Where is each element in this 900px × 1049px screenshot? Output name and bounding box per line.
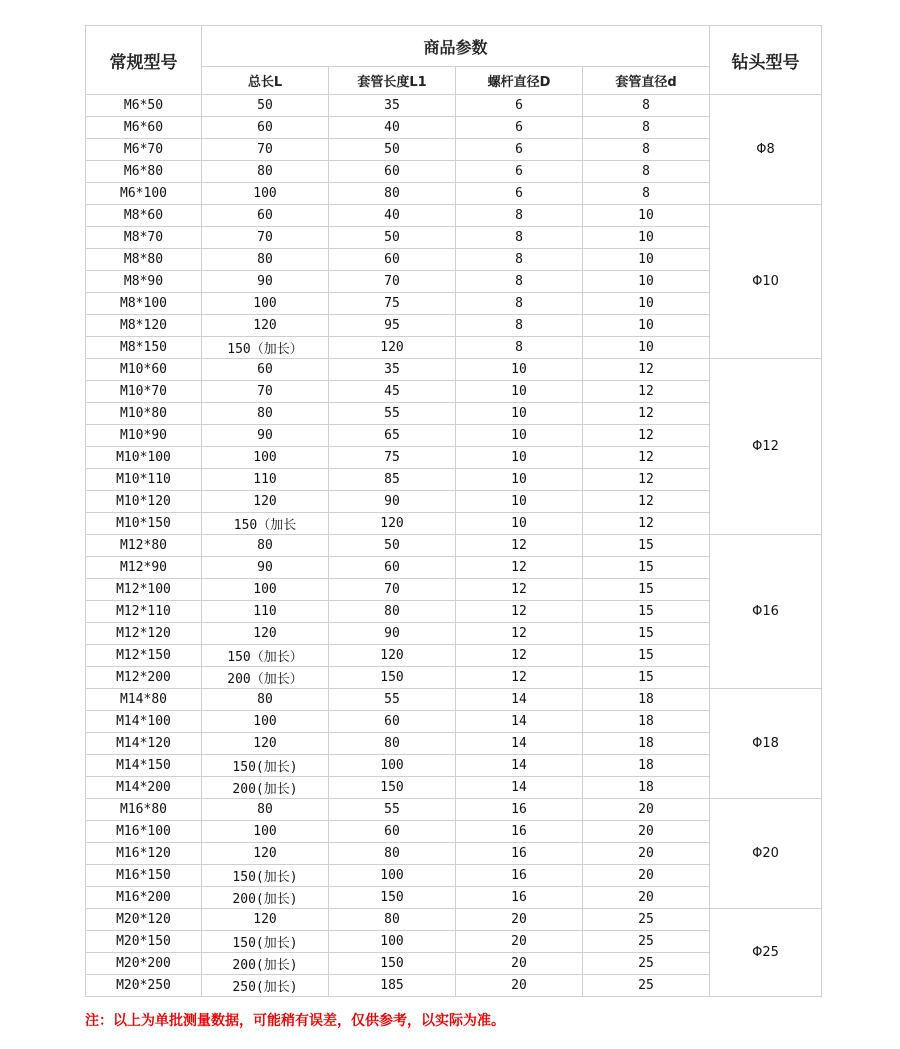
sleeve-diameter-cell: 18 (583, 689, 710, 711)
model-cell: M16*120 (86, 843, 202, 865)
total-length-cell: 100 (202, 711, 329, 733)
sleeve-diameter-cell: 18 (583, 733, 710, 755)
total-length-cell: 80 (202, 249, 329, 271)
bolt-diameter-cell: 8 (456, 249, 583, 271)
bolt-diameter-cell: 20 (456, 909, 583, 931)
sleeve-length-cell: 90 (329, 623, 456, 645)
table-row (86, 909, 822, 931)
bolt-diameter-cell: 14 (456, 689, 583, 711)
table-row (86, 799, 822, 821)
bolt-diameter-cell: 16 (456, 843, 583, 865)
model-cell: M8*80 (86, 249, 202, 271)
total-length-cell: 90 (202, 557, 329, 579)
spec-table (85, 25, 822, 997)
sleeve-diameter-cell: 15 (583, 667, 710, 689)
table-row (86, 535, 822, 557)
sleeve-diameter-cell: 12 (583, 491, 710, 513)
total-length-cell: 150（加长） (202, 645, 329, 667)
total-length-cell: 100 (202, 579, 329, 601)
sleeve-diameter-cell: 12 (583, 513, 710, 535)
sleeve-diameter-cell: 10 (583, 205, 710, 227)
model-cell: M20*200 (86, 953, 202, 975)
sleeve-diameter-cell: 20 (583, 799, 710, 821)
sleeve-length-cell: 45 (329, 381, 456, 403)
table-body (86, 95, 822, 997)
model-cell: M10*80 (86, 403, 202, 425)
model-cell: M12*90 (86, 557, 202, 579)
column-header-sleeve-diameter: 套管直径d (583, 67, 710, 95)
total-length-cell: 120 (202, 315, 329, 337)
sleeve-diameter-cell: 25 (583, 909, 710, 931)
sleeve-diameter-cell: 8 (583, 117, 710, 139)
total-length-cell: 60 (202, 117, 329, 139)
sleeve-length-cell: 55 (329, 799, 456, 821)
sleeve-diameter-cell: 15 (583, 645, 710, 667)
total-length-cell: 50 (202, 95, 329, 117)
sleeve-length-cell: 50 (329, 227, 456, 249)
total-length-cell: 80 (202, 161, 329, 183)
drill-size-cell: Φ10 (710, 205, 822, 359)
total-length-cell: 200(加长) (202, 887, 329, 909)
total-length-cell: 150（加长） (202, 337, 329, 359)
sleeve-diameter-cell: 18 (583, 777, 710, 799)
table-header (86, 26, 822, 95)
sleeve-diameter-cell: 12 (583, 403, 710, 425)
model-cell: M6*100 (86, 183, 202, 205)
bolt-diameter-cell: 14 (456, 711, 583, 733)
total-length-cell: 100 (202, 183, 329, 205)
sleeve-diameter-cell: 20 (583, 865, 710, 887)
sleeve-diameter-cell: 25 (583, 953, 710, 975)
model-cell: M6*70 (86, 139, 202, 161)
model-cell: M12*150 (86, 645, 202, 667)
model-cell: M6*50 (86, 95, 202, 117)
model-cell: M14*120 (86, 733, 202, 755)
model-cell: M8*90 (86, 271, 202, 293)
bolt-diameter-cell: 12 (456, 667, 583, 689)
bolt-diameter-cell: 12 (456, 557, 583, 579)
drill-size-cell: Φ12 (710, 359, 822, 535)
column-header-sleeve-length: 套管长度L1 (329, 67, 456, 95)
model-cell: M14*80 (86, 689, 202, 711)
model-cell: M14*150 (86, 755, 202, 777)
model-cell: M10*110 (86, 469, 202, 491)
bolt-diameter-cell: 10 (456, 491, 583, 513)
sleeve-diameter-cell: 10 (583, 315, 710, 337)
drill-size-cell: Φ20 (710, 799, 822, 909)
table-row (86, 205, 822, 227)
model-cell: M16*150 (86, 865, 202, 887)
total-length-cell: 100 (202, 821, 329, 843)
sleeve-diameter-cell: 25 (583, 931, 710, 953)
sleeve-length-cell: 35 (329, 95, 456, 117)
sleeve-length-cell: 80 (329, 601, 456, 623)
bolt-diameter-cell: 10 (456, 403, 583, 425)
sleeve-length-cell: 150 (329, 777, 456, 799)
total-length-cell: 110 (202, 601, 329, 623)
column-header-bolt-diameter: 螺杆直径D (456, 67, 583, 95)
total-length-cell: 150(加长) (202, 865, 329, 887)
total-length-cell: 60 (202, 359, 329, 381)
sleeve-length-cell: 90 (329, 491, 456, 513)
model-cell: M6*80 (86, 161, 202, 183)
sleeve-diameter-cell: 15 (583, 601, 710, 623)
bolt-diameter-cell: 6 (456, 139, 583, 161)
total-length-cell: 150(加长) (202, 755, 329, 777)
total-length-cell: 60 (202, 205, 329, 227)
model-cell: M16*80 (86, 799, 202, 821)
bolt-diameter-cell: 8 (456, 337, 583, 359)
column-header-total-length: 总长L (202, 67, 329, 95)
bolt-diameter-cell: 20 (456, 975, 583, 997)
total-length-cell: 120 (202, 843, 329, 865)
sleeve-diameter-cell: 10 (583, 271, 710, 293)
bolt-diameter-cell: 14 (456, 755, 583, 777)
sleeve-length-cell: 100 (329, 755, 456, 777)
sleeve-diameter-cell: 15 (583, 535, 710, 557)
sleeve-length-cell: 80 (329, 909, 456, 931)
total-length-cell: 200(加长) (202, 953, 329, 975)
total-length-cell: 70 (202, 227, 329, 249)
sleeve-length-cell: 120 (329, 337, 456, 359)
sleeve-diameter-cell: 20 (583, 887, 710, 909)
sleeve-diameter-cell: 15 (583, 579, 710, 601)
bolt-diameter-cell: 10 (456, 447, 583, 469)
sleeve-length-cell: 40 (329, 205, 456, 227)
sleeve-length-cell: 150 (329, 667, 456, 689)
sleeve-length-cell: 60 (329, 711, 456, 733)
sleeve-length-cell: 70 (329, 579, 456, 601)
sleeve-diameter-cell: 8 (583, 161, 710, 183)
total-length-cell: 70 (202, 381, 329, 403)
bolt-diameter-cell: 6 (456, 183, 583, 205)
bolt-diameter-cell: 12 (456, 623, 583, 645)
sleeve-length-cell: 60 (329, 557, 456, 579)
model-cell: M8*150 (86, 337, 202, 359)
bolt-diameter-cell: 10 (456, 513, 583, 535)
bolt-diameter-cell: 16 (456, 865, 583, 887)
sleeve-length-cell: 185 (329, 975, 456, 997)
total-length-cell: 150(加长) (202, 931, 329, 953)
sleeve-length-cell: 60 (329, 249, 456, 271)
params-header: 商品参数 (202, 26, 710, 67)
sleeve-length-cell: 80 (329, 183, 456, 205)
model-cell: M8*100 (86, 293, 202, 315)
model-cell: M10*60 (86, 359, 202, 381)
bolt-diameter-cell: 8 (456, 271, 583, 293)
model-cell: M6*60 (86, 117, 202, 139)
sleeve-length-cell: 95 (329, 315, 456, 337)
bolt-diameter-cell: 16 (456, 821, 583, 843)
total-length-cell: 110 (202, 469, 329, 491)
total-length-cell: 90 (202, 425, 329, 447)
table-row (86, 359, 822, 381)
bolt-diameter-cell: 12 (456, 601, 583, 623)
sleeve-length-cell: 75 (329, 447, 456, 469)
bolt-diameter-cell: 20 (456, 953, 583, 975)
model-cell: M10*150 (86, 513, 202, 535)
total-length-cell: 120 (202, 733, 329, 755)
sleeve-diameter-cell: 8 (583, 183, 710, 205)
drill-size-cell: Φ25 (710, 909, 822, 997)
sleeve-length-cell: 50 (329, 139, 456, 161)
bolt-diameter-cell: 6 (456, 161, 583, 183)
model-cell: M16*200 (86, 887, 202, 909)
model-cell: M8*70 (86, 227, 202, 249)
total-length-cell: 150（加长 (202, 513, 329, 535)
sleeve-length-cell: 120 (329, 513, 456, 535)
sleeve-length-cell: 60 (329, 821, 456, 843)
model-cell: M12*100 (86, 579, 202, 601)
sleeve-diameter-cell: 12 (583, 359, 710, 381)
model-cell: M12*120 (86, 623, 202, 645)
total-length-cell: 70 (202, 139, 329, 161)
total-length-cell: 90 (202, 271, 329, 293)
sleeve-length-cell: 150 (329, 953, 456, 975)
sleeve-length-cell: 65 (329, 425, 456, 447)
total-length-cell: 80 (202, 799, 329, 821)
bolt-diameter-cell: 8 (456, 293, 583, 315)
sleeve-length-cell: 100 (329, 931, 456, 953)
sleeve-diameter-cell: 20 (583, 821, 710, 843)
disclaimer-note: 注：以上为单批测量数据，可能稍有误差，仅供参考，以实际为准。 (85, 1013, 505, 1029)
sleeve-length-cell: 60 (329, 161, 456, 183)
sleeve-length-cell: 85 (329, 469, 456, 491)
sleeve-diameter-cell: 10 (583, 249, 710, 271)
sleeve-length-cell: 55 (329, 403, 456, 425)
sleeve-length-cell: 75 (329, 293, 456, 315)
bolt-diameter-cell: 14 (456, 733, 583, 755)
total-length-cell: 80 (202, 403, 329, 425)
bolt-diameter-cell: 10 (456, 381, 583, 403)
model-cell: M12*110 (86, 601, 202, 623)
sleeve-diameter-cell: 10 (583, 227, 710, 249)
total-length-cell: 120 (202, 491, 329, 513)
model-cell: M20*250 (86, 975, 202, 997)
sleeve-length-cell: 100 (329, 865, 456, 887)
sleeve-diameter-cell: 20 (583, 843, 710, 865)
sleeve-length-cell: 120 (329, 645, 456, 667)
bolt-diameter-cell: 10 (456, 359, 583, 381)
total-length-cell: 120 (202, 909, 329, 931)
model-cell: M14*200 (86, 777, 202, 799)
model-cell: M14*100 (86, 711, 202, 733)
model-cell: M16*100 (86, 821, 202, 843)
bolt-diameter-cell: 10 (456, 469, 583, 491)
bolt-diameter-cell: 14 (456, 777, 583, 799)
sleeve-length-cell: 80 (329, 843, 456, 865)
model-cell: M8*60 (86, 205, 202, 227)
sleeve-diameter-cell: 8 (583, 139, 710, 161)
sleeve-diameter-cell: 10 (583, 293, 710, 315)
sleeve-diameter-cell: 10 (583, 337, 710, 359)
model-cell: M20*120 (86, 909, 202, 931)
total-length-cell: 100 (202, 293, 329, 315)
drill-size-cell: Φ16 (710, 535, 822, 689)
table-row (86, 95, 822, 117)
drill-size-cell: Φ18 (710, 689, 822, 799)
bolt-diameter-cell: 6 (456, 95, 583, 117)
sleeve-length-cell: 50 (329, 535, 456, 557)
bolt-diameter-cell: 8 (456, 227, 583, 249)
sleeve-diameter-cell: 12 (583, 381, 710, 403)
model-cell: M8*120 (86, 315, 202, 337)
bolt-diameter-cell: 12 (456, 579, 583, 601)
sleeve-length-cell: 70 (329, 271, 456, 293)
sleeve-length-cell: 55 (329, 689, 456, 711)
model-cell: M12*80 (86, 535, 202, 557)
bolt-diameter-cell: 6 (456, 117, 583, 139)
model-cell: M10*70 (86, 381, 202, 403)
model-cell: M12*200 (86, 667, 202, 689)
total-length-cell: 80 (202, 535, 329, 557)
bolt-diameter-cell: 20 (456, 931, 583, 953)
sleeve-diameter-cell: 12 (583, 469, 710, 491)
sleeve-diameter-cell: 18 (583, 755, 710, 777)
model-header: 常规型号 (86, 26, 202, 95)
model-cell: M10*120 (86, 491, 202, 513)
model-cell: M10*90 (86, 425, 202, 447)
total-length-cell: 120 (202, 623, 329, 645)
sleeve-length-cell: 35 (329, 359, 456, 381)
sleeve-length-cell: 40 (329, 117, 456, 139)
total-length-cell: 100 (202, 447, 329, 469)
sleeve-length-cell: 80 (329, 733, 456, 755)
bolt-diameter-cell: 8 (456, 205, 583, 227)
sleeve-length-cell: 150 (329, 887, 456, 909)
total-length-cell: 200（加长） (202, 667, 329, 689)
sleeve-diameter-cell: 15 (583, 557, 710, 579)
drill-size-cell: Φ8 (710, 95, 822, 205)
bolt-diameter-cell: 12 (456, 535, 583, 557)
model-cell: M10*100 (86, 447, 202, 469)
bolt-diameter-cell: 12 (456, 645, 583, 667)
table-row (86, 689, 822, 711)
sleeve-diameter-cell: 25 (583, 975, 710, 997)
bolt-diameter-cell: 16 (456, 799, 583, 821)
total-length-cell: 80 (202, 689, 329, 711)
bolt-diameter-cell: 10 (456, 425, 583, 447)
drill-header: 钻头型号 (710, 26, 822, 95)
sleeve-diameter-cell: 8 (583, 95, 710, 117)
total-length-cell: 200(加长) (202, 777, 329, 799)
sleeve-diameter-cell: 15 (583, 623, 710, 645)
bolt-diameter-cell: 8 (456, 315, 583, 337)
sleeve-diameter-cell: 12 (583, 447, 710, 469)
model-cell: M20*150 (86, 931, 202, 953)
bolt-diameter-cell: 16 (456, 887, 583, 909)
total-length-cell: 250(加长) (202, 975, 329, 997)
sleeve-diameter-cell: 12 (583, 425, 710, 447)
sleeve-diameter-cell: 18 (583, 711, 710, 733)
